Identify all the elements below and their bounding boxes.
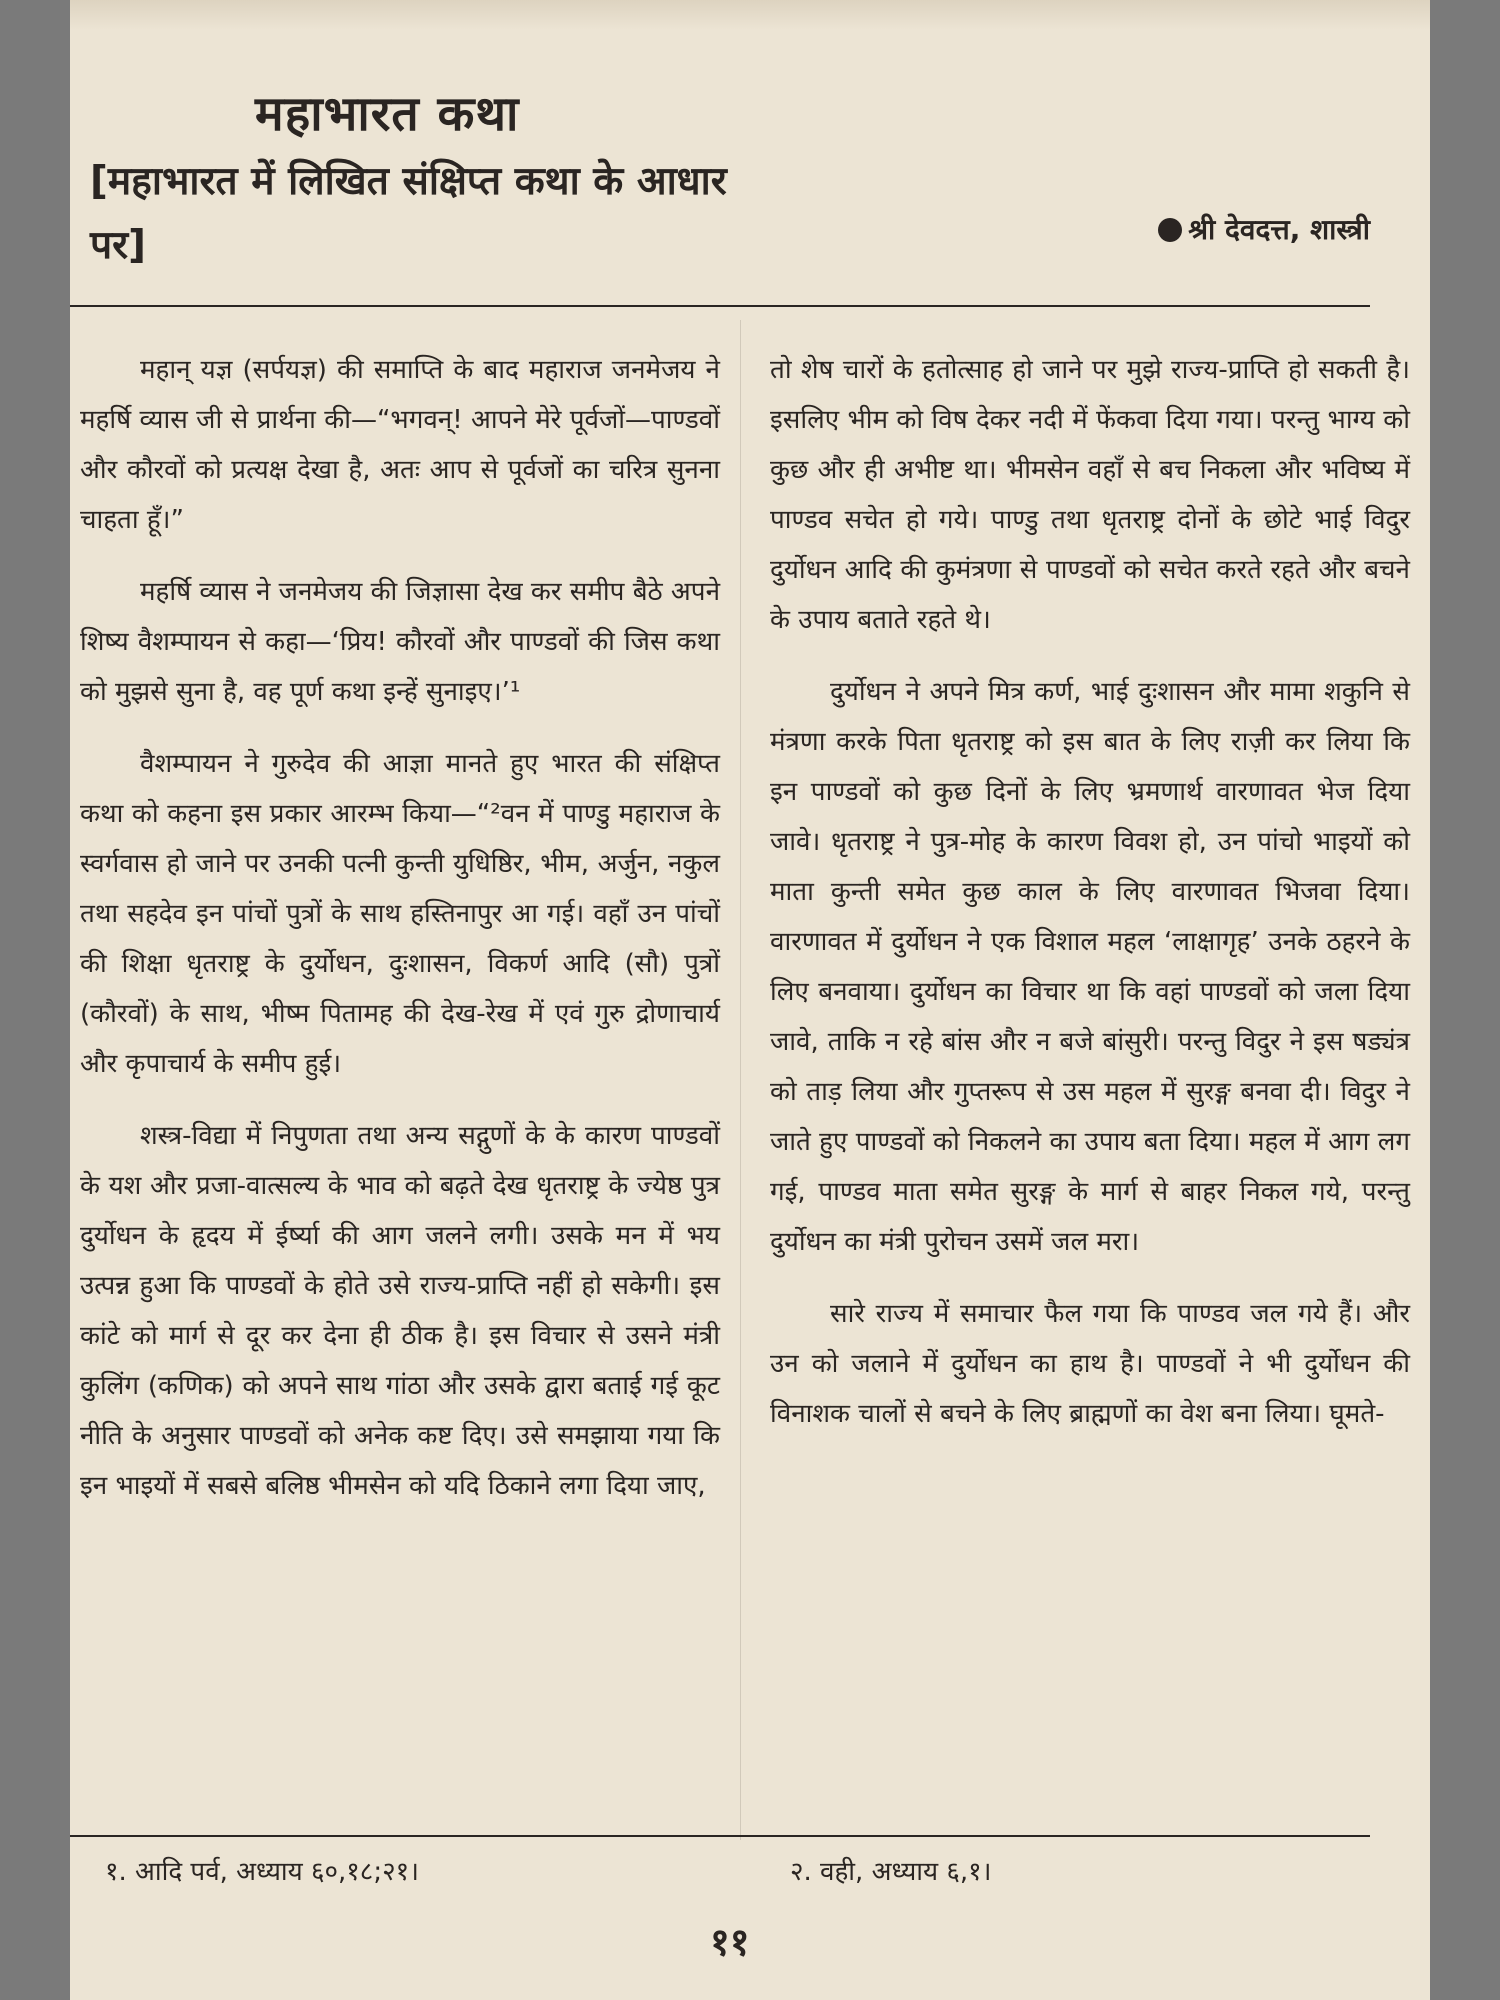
paragraph: तो शेष चारों के हतोत्साह हो जाने पर मुझे राज्य-प्राप्ति हो सकती है। इसलिए भीम को विष देकर नदी में फेंकवा दिया गया। परन्तु भाग्य को कुछ और ही अभीष्ट था। भीमसेन वहाँ से बच निकला और भविष्य में पाण्डव सचेत हो गये। पाण्डु तथा धृतराष्ट्र दोनों के छोटे भाई विदुर दुर्योधन आदि की कुमंत्रणा से पाण्डवों को सचेत करते रहते और बचने के उपाय बताते रहते थे। [770, 355, 1410, 635]
paragraph: वैशम्पायन ने गुरुदेव की आज्ञा मानते हुए भारत की संक्षिप्त कथा को कहना इस प्रकार आरम्भ किया—“²वन में पाण्डु महाराज के स्वर्गवास हो जाने पर उनकी पत्नी कुन्ती युधिष्ठिर, भीम, अर्जुन, नकुल तथा सहदेव इन पांचों पुत्रों के साथ हस्तिनापुर आ गई। वहाँ उन पांचों की शिक्षा धृतराष्ट्र के दुर्योधन, दुःशासन, विकर्ण आदि (सौ) पुत्रों (कौरवों) के साथ, भीष्म पितामह की देख-रेख में एवं गुरु द्रोणाचार्य और कृपाचार्य के समीप हुई। [80, 749, 720, 1079]
paragraph: महर्षि व्यास ने जनमेजय की जिज्ञासा देख कर समीप बैठे अपने शिष्य वैशम्पायन से कहा—‘प्रिय! कौरवों और पाण्डवों की जिस कथा को मुझसे सुना है, वह पूर्ण कथा इन्हें सुनाइए।’¹ [80, 577, 720, 707]
paragraph: सारे राज्य में समाचार फैल गया कि पाण्डव जल गये हैं। और उन को जलाने में दुर्योधन का हाथ है। पाण्डवों ने भी दुर्योधन की विनाशक चालों से बचने के लिए ब्राह्मणों का वेश बना लिया। घूमते- [770, 1299, 1410, 1429]
left-column [80, 345, 720, 1533]
header-rule [70, 305, 1370, 307]
footnote-left: १. आदि पर्व, अध्याय ६०,१८;२१। [105, 1857, 419, 1887]
author-line [1158, 210, 1370, 248]
author-name: श्री देवदत्त, शास्त्री [1188, 213, 1370, 246]
right-column [770, 345, 1410, 1461]
paragraph: शस्त्र-विद्या में निपुणता तथा अन्य सद्गुणों के के कारण पाण्डवों के यश और प्रजा-वात्सल्य के भाव को बढ़ते देख धृतराष्ट्र के ज्येष्ठ पुत्र दुर्योधन के हृदय में ईर्ष्या की आग जलने लगी। उसके मन में भय उत्पन्न हुआ कि पाण्डवों के होते उसे राज्य-प्राप्ति नहीं हो सकेगी। इस कांटे को मार्ग से दूर कर देना ही ठीक है। इस विचार से उसने मंत्री कुलिंग (कणिक) को अपने साथ गांठा और उसके द्वारा बताई गई कूट नीति के अनुसार पाण्डवों को अनेक कष्ट दिए। उसे समझाया गया कि इन भाइयों में सबसे बलिष्ठ भीमसेन को यदि ठिकाने लगा दिया जाए, [80, 1121, 720, 1501]
footnote-right: २. वही, अध्याय ६,१। [790, 1857, 992, 1887]
magazine-page [70, 0, 1430, 2000]
top-edge [70, 0, 1430, 30]
paragraph: महान् यज्ञ (सर्पयज्ञ) की समाप्ति के बाद महाराज जनमेजय ने महर्षि व्यास जी से प्रार्थना की—“भगवन्! आपने मेरे पूर्वजों—पाण्डवों और कौरवों को प्रत्यक्ष देखा है, अतः आप से पूर्वजों का चरित्र सुनना चाहता हूँ।” [80, 355, 720, 535]
column-gutter [740, 320, 741, 1840]
article-title: महाभारत कथा [255, 86, 520, 142]
footnote-rule [70, 1835, 1370, 1837]
paragraph: दुर्योधन ने अपने मित्र कर्ण, भाई दुःशासन और मामा शकुनि से मंत्रणा करके पिता धृतराष्ट्र को इस बात के लिए राज़ी कर लिया कि इन पाण्डवों को कुछ दिनों के लिए भ्रमणार्थ वारणावत भेज दिया जावे। धृतराष्ट्र ने पुत्र-मोह के कारण विवश हो, उन पांचो भाइयों को माता कुन्ती समेत कुछ काल के लिए वारणावत भिजवा दिया। वारणावत में दुर्योधन ने एक विशाल महल ‘लाक्षागृह’ उनके ठहरने के लिए बनवाया। दुर्योधन का विचार था कि वहां पाण्डवों को जला दिया जावे, ताकि न रहे बांस और न बजे बांसुरी। परन्तु विदुर ने इस षड्यंत्र को ताड़ लिया और गुप्तरूप से उस महल में सुरङ्ग बनवा दी। विदुर ने जाते हुए पाण्डवों को निकलने का उपाय बता दिया। महल में आग लग गई, पाण्डव माता समेत सुरङ्ग के मार्ग से बाहर निकल गये, परन्तु दुर्योधन का मंत्री पुरोचन उसमें जल मरा। [770, 677, 1410, 1257]
article-subtitle: [महाभारत में लिखित संक्षिप्त कथा के आधार पर] [90, 159, 727, 268]
bullet-icon [1158, 218, 1182, 242]
page-number: ११ [710, 1920, 750, 1964]
